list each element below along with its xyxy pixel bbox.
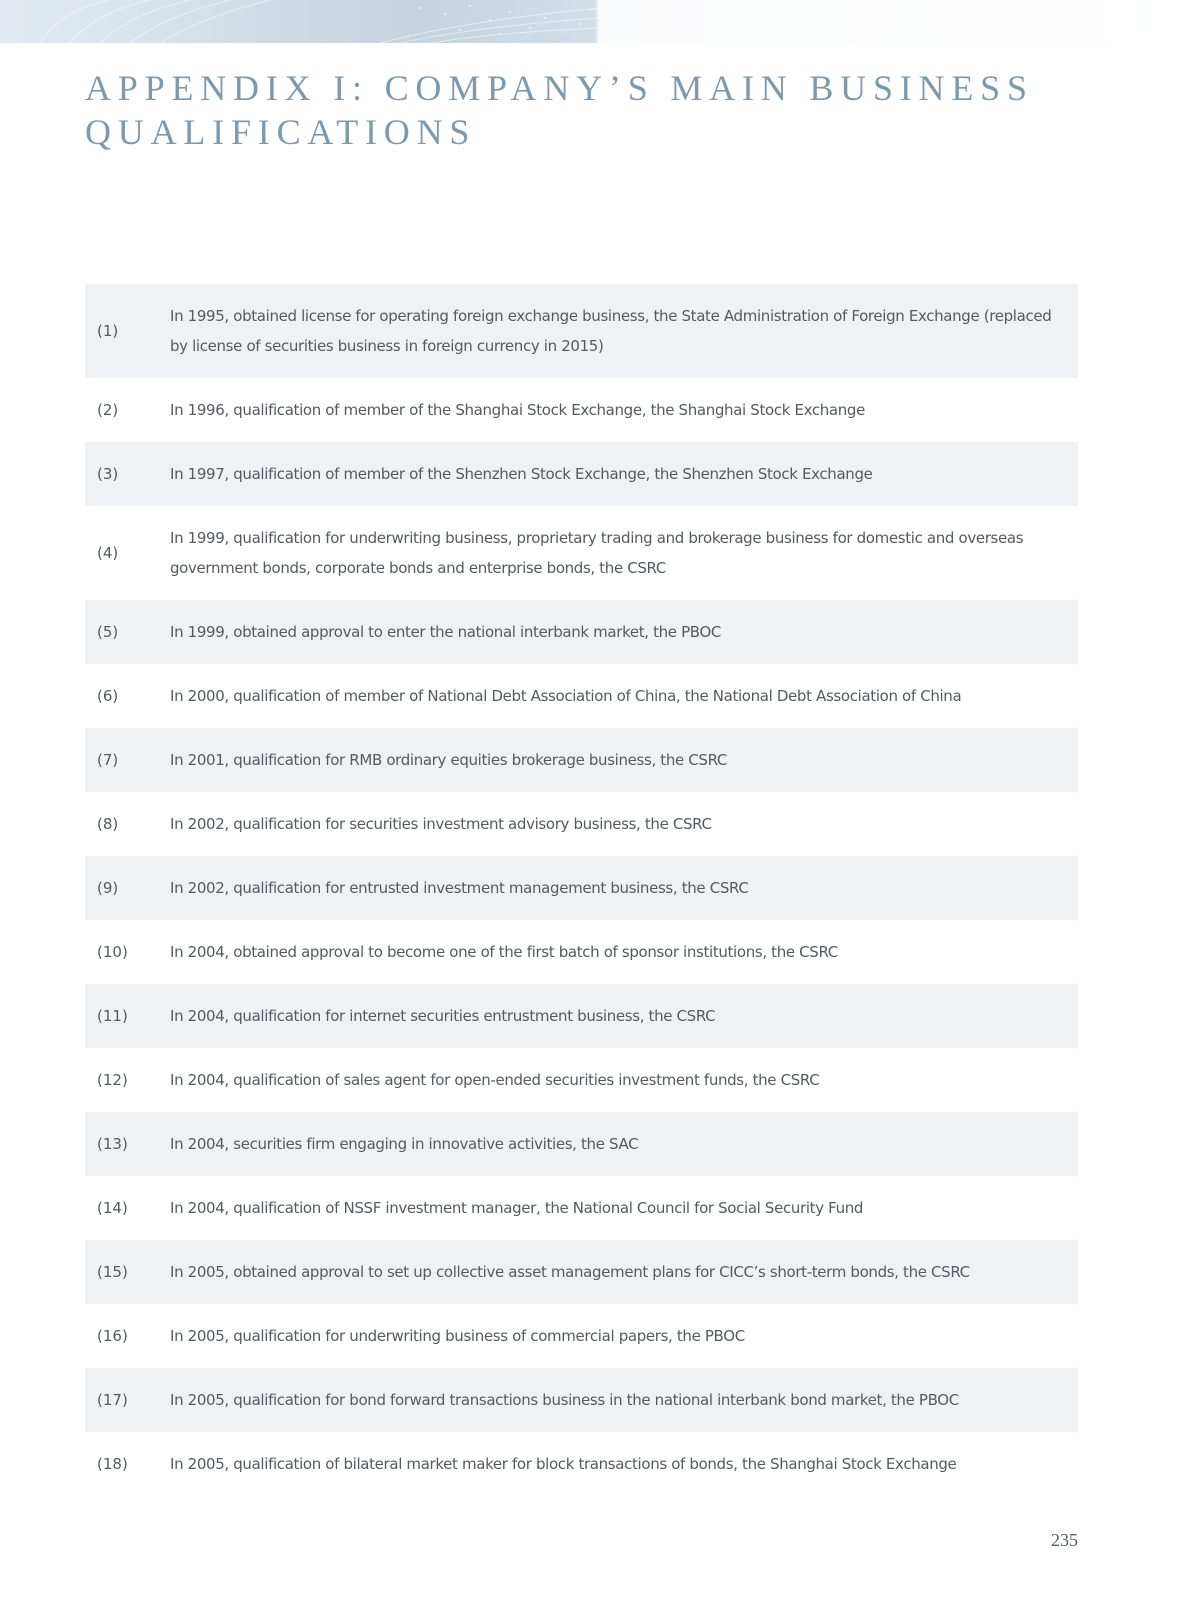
item-number: (8) — [97, 815, 119, 833]
list-item — [85, 506, 1078, 600]
list-item — [85, 600, 1078, 664]
item-number: (3) — [97, 465, 119, 483]
item-text: In 2005, obtained approval to set up collective asset management plans for CICC’s short-term bonds, the CSRC — [170, 1263, 970, 1281]
item-number: (13) — [97, 1135, 128, 1153]
item-number: (14) — [97, 1199, 128, 1217]
page-number: 235 — [1051, 1530, 1078, 1550]
item-text: In 2004, qualification for internet securities entrustment business, the CSRC — [170, 1007, 716, 1025]
list-item — [85, 1112, 1078, 1176]
item-number: (2) — [97, 401, 119, 419]
item-number: (9) — [97, 879, 119, 897]
item-number: (1) — [97, 322, 119, 340]
item-text: In 2001, qualification for RMB ordinary equities brokerage business, the CSRC — [170, 751, 728, 769]
item-number: (5) — [97, 623, 119, 641]
item-number: (6) — [97, 687, 119, 705]
item-text: In 2002, qualification for entrusted investment management business, the CSRC — [170, 879, 749, 897]
list-item — [85, 792, 1078, 856]
item-number: (17) — [97, 1391, 128, 1409]
title-line-1: APPENDIX I: COMPANY’S MAIN BUSINESS — [85, 68, 1034, 108]
list-item — [85, 920, 1078, 984]
item-text: In 1995, obtained license for operating foreign exchange business, the State Administration of Foreign Exchange (replaced by license of securities business in foreign currency in 2015) — [170, 307, 1052, 355]
item-text: In 2004, qualification of NSSF investment manager, the National Council for Social Security Fund — [170, 1199, 864, 1217]
list-item — [85, 1304, 1078, 1368]
list-item — [85, 378, 1078, 442]
list-item — [85, 1432, 1078, 1496]
item-text: In 1997, qualification of member of the Shenzhen Stock Exchange, the Shenzhen Stock Exchange — [170, 465, 873, 483]
list-item — [85, 728, 1078, 792]
item-number: (11) — [97, 1007, 128, 1025]
item-text: In 2002, qualification for securities investment advisory business, the CSRC — [170, 815, 712, 833]
item-number: (7) — [97, 751, 119, 769]
item-text: In 1999, qualification for underwriting business, proprietary trading and brokerage business for domestic and overseas government bonds, corporate bonds and enterprise bonds, the CSRC — [170, 529, 1024, 577]
item-text: In 2000, qualification of member of National Debt Association of China, the National Debt Association of China — [170, 687, 962, 705]
list-item — [85, 984, 1078, 1048]
item-text: In 2005, qualification of bilateral market maker for block transactions of bonds, the Shanghai Stock Exchange — [170, 1455, 957, 1473]
list-item — [85, 284, 1078, 378]
item-number: (4) — [97, 544, 119, 562]
item-number: (10) — [97, 943, 128, 961]
item-text: In 2005, qualification for underwriting business of commercial papers, the PBOC — [170, 1327, 745, 1345]
list-item — [85, 1240, 1078, 1304]
item-text: In 2004, securities firm engaging in innovative activities, the SAC — [170, 1135, 639, 1153]
list-item — [85, 1176, 1078, 1240]
list-item — [85, 1368, 1078, 1432]
item-number: (12) — [97, 1071, 128, 1089]
item-text: In 2004, obtained approval to become one of the first batch of sponsor institutions, the CSRC — [170, 943, 838, 961]
header-banner-graphic — [0, 0, 1190, 43]
list-item — [85, 856, 1078, 920]
page-title — [85, 66, 1085, 154]
list-item — [85, 1048, 1078, 1112]
title-line-2: QUALIFICATIONS — [85, 112, 477, 152]
list-item — [85, 442, 1078, 506]
item-number: (16) — [97, 1327, 128, 1345]
item-text: In 1996, qualification of member of the Shanghai Stock Exchange, the Shanghai Stock Exchange — [170, 401, 865, 419]
item-text: In 2005, qualification for bond forward transactions business in the national interbank bond market, the PBOC — [170, 1391, 959, 1409]
item-text: In 1999, obtained approval to enter the national interbank market, the PBOC — [170, 623, 722, 641]
item-text: In 2004, qualification of sales agent for open-ended securities investment funds, the CSRC — [170, 1071, 820, 1089]
item-number: (18) — [97, 1455, 128, 1473]
qualifications-list — [85, 284, 1078, 1496]
item-number: (15) — [97, 1263, 128, 1281]
list-item — [85, 664, 1078, 728]
